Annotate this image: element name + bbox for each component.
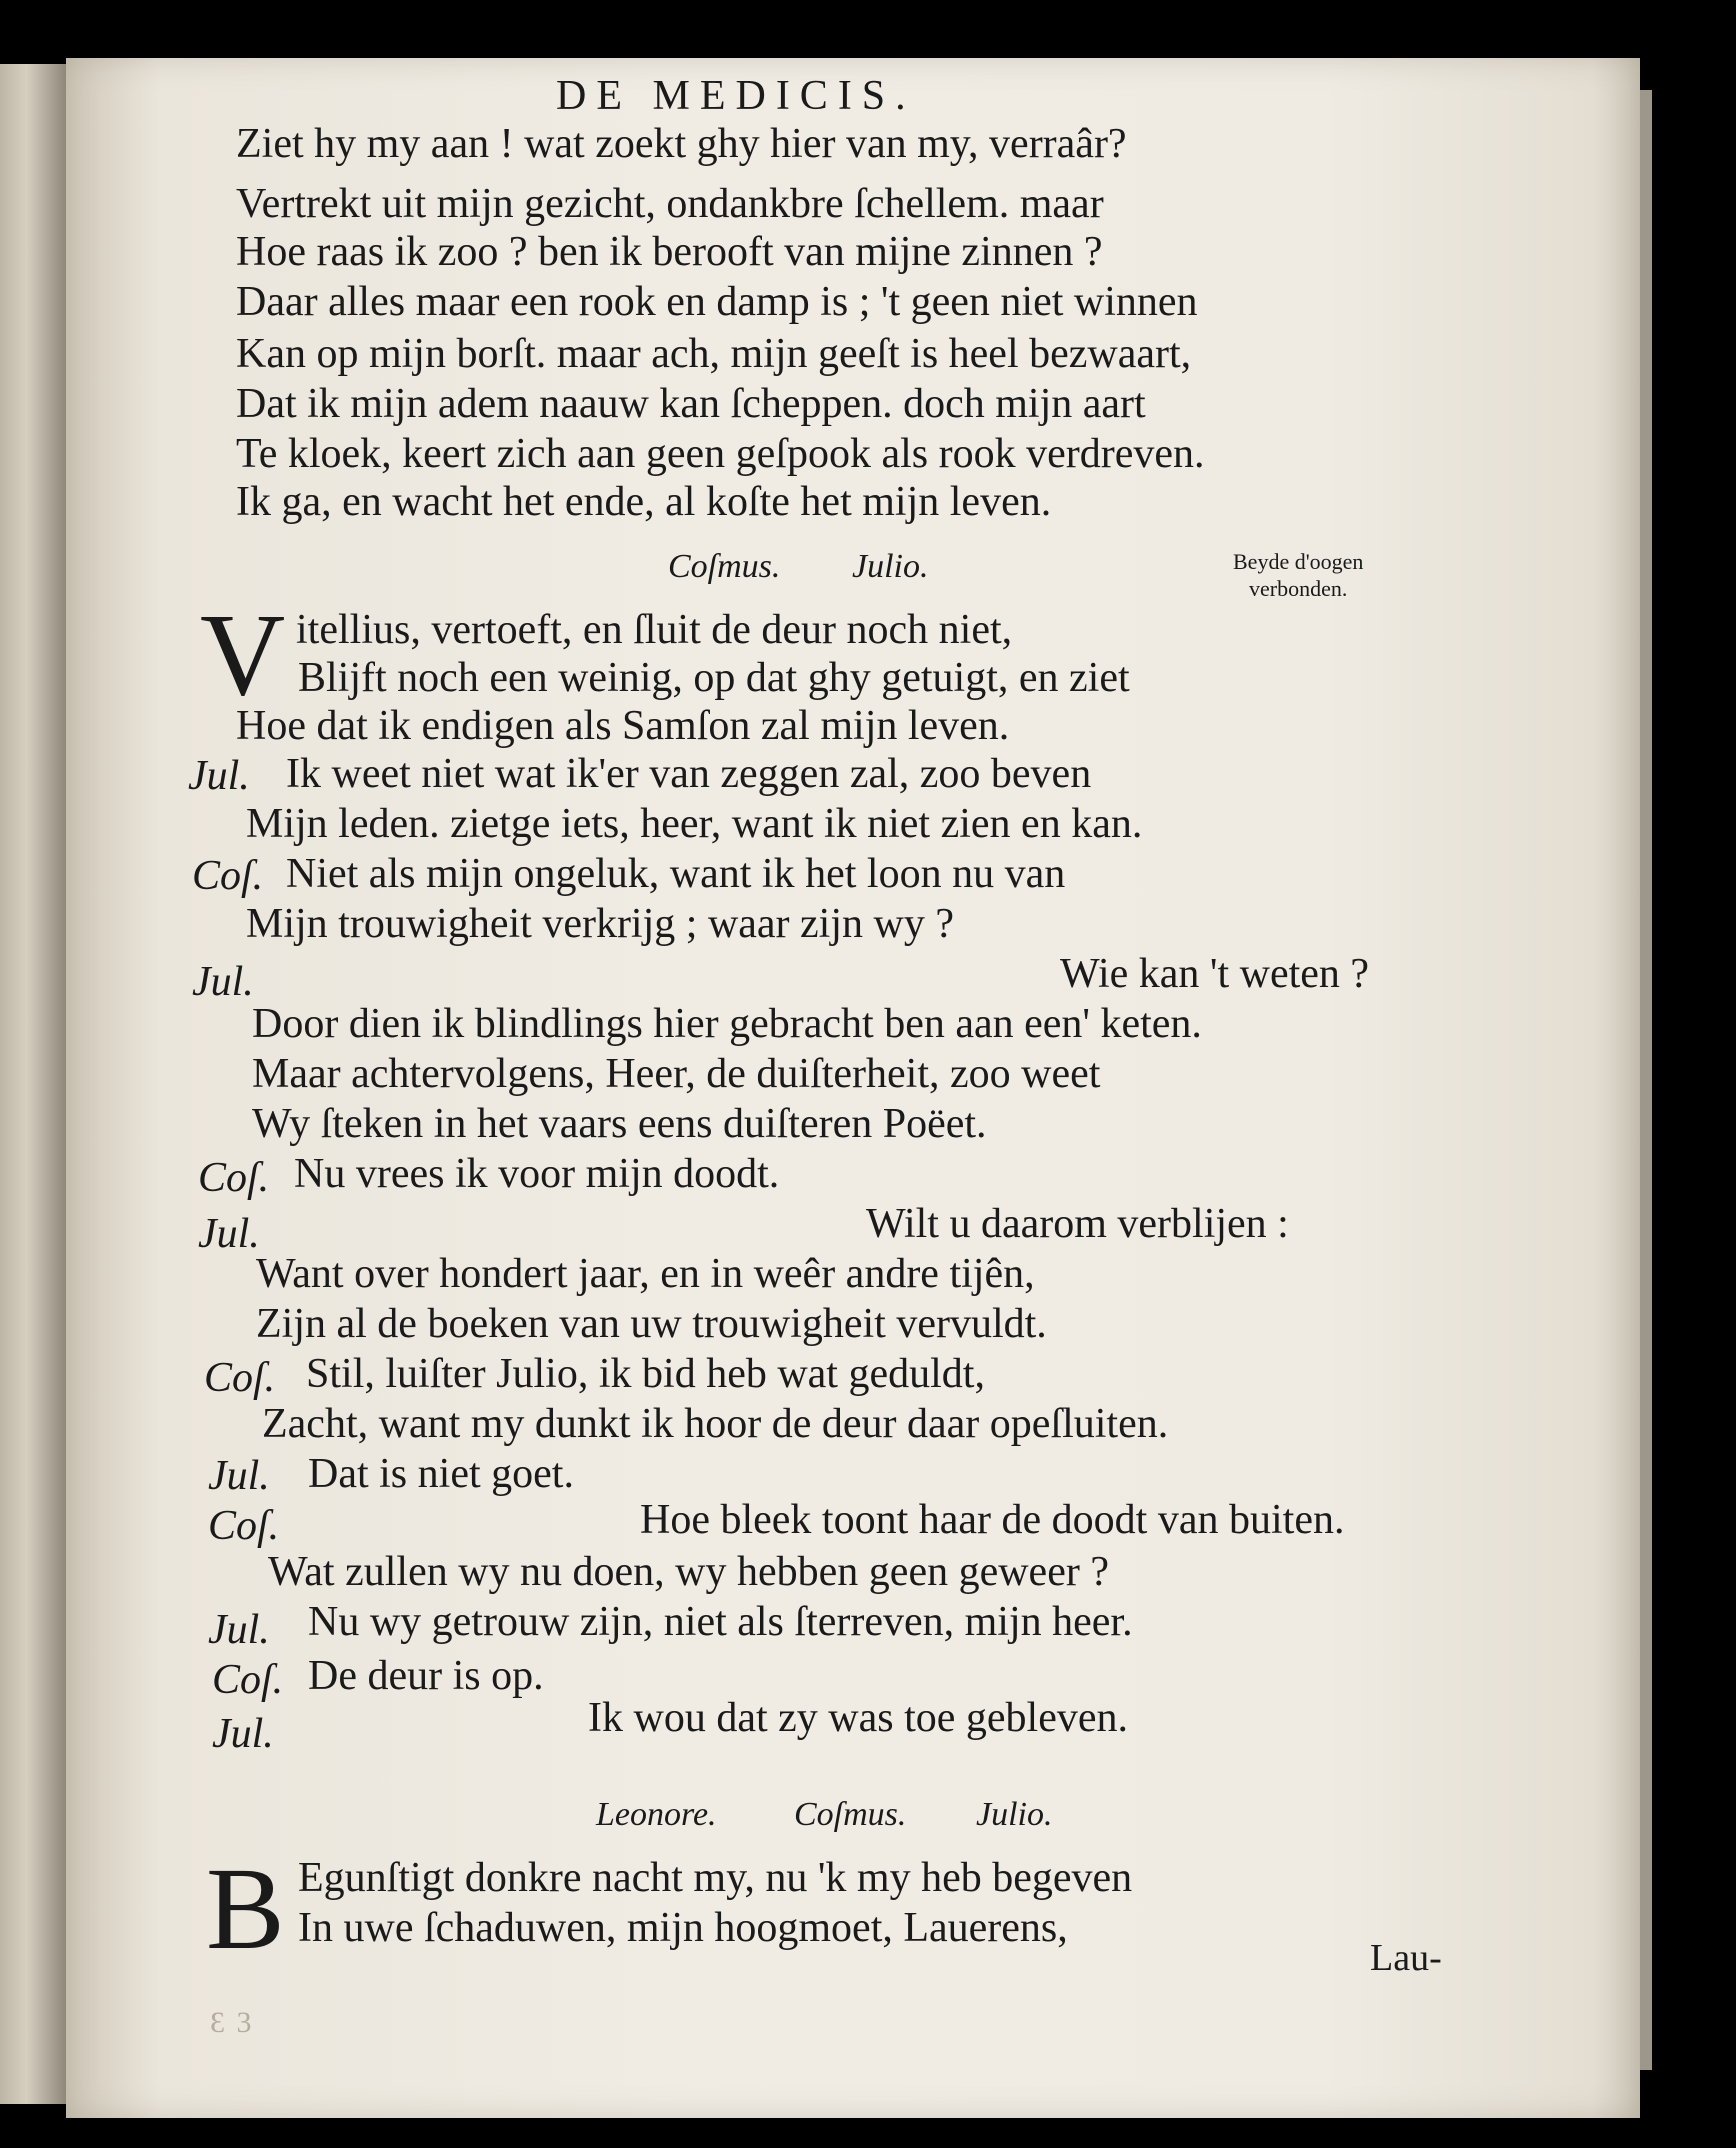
speaker-label: Jul. <box>208 1453 270 1499</box>
scene-speaker: Coſmus. <box>668 548 781 585</box>
running-head: DE MEDICIS. <box>556 73 916 119</box>
verse-line: Daar alles maar een rook en damp is ; 't geen niet winnen <box>236 279 1198 325</box>
verse-line: Te kloek, keert zich aan geen geſpook als rook verdreven. <box>236 431 1205 477</box>
verse-line: Door dien ik blindlings hier gebracht ben aan een' keten. <box>252 1001 1202 1047</box>
verse-line: Egunſtigt donkre nacht my, nu 'k my heb begeven <box>298 1855 1133 1901</box>
speaker-label: Jul. <box>188 753 250 799</box>
speaker-label: Coſ. <box>204 1355 276 1401</box>
verse-line: Wy ſteken in het vaars eens duiſteren Poëet. <box>252 1101 987 1147</box>
verse-line: Zijn al de boeken van uw trouwigheit vervuldt. <box>256 1301 1047 1347</box>
verse-line: itellius, vertoeft, en ſluit de deur noch niet, <box>296 607 1013 653</box>
speaker-label: Coſ. <box>198 1155 270 1201</box>
verse-line: Hoe bleek toont haar de doodt van buiten. <box>640 1497 1345 1543</box>
verse-line: Mijn leden. zietge iets, heer, want ik niet zien en kan. <box>246 801 1143 847</box>
left-page-edge <box>0 64 66 2104</box>
scene-speaker: Coſmus. <box>794 1796 907 1833</box>
verse-line: Ik ga, en wacht het ende, al koſte het mijn leven. <box>236 479 1052 525</box>
speaker-label: Coſ. <box>208 1503 280 1549</box>
speaker-label: Coſ. <box>192 853 264 899</box>
verse-line: Maar achtervolgens, Heer, de duiſterheit, zoo weet <box>252 1051 1101 1097</box>
verse-line: Blijft noch een weinig, op dat ghy getuigt, en ziet <box>298 655 1130 701</box>
verse-line: Dat is niet goet. <box>308 1451 574 1497</box>
verse-line: Ziet hy my aan ! wat zoekt ghy hier van my, verraâr? <box>236 121 1127 167</box>
verse-line: Wat zullen wy nu doen, wy hebben geen geweer ? <box>268 1549 1109 1595</box>
page-stack-edge <box>1640 90 1652 2070</box>
drop-cap: V <box>200 589 286 720</box>
scene-speaker: Julio. <box>852 548 929 585</box>
catchword: Lau- <box>1370 1937 1442 1979</box>
speaker-label: Jul. <box>198 1211 260 1257</box>
drop-cap: B <box>206 1843 285 1974</box>
speaker-label: Jul. <box>212 1711 274 1757</box>
verse-line: Nu vrees ik voor mijn doodt. <box>294 1151 780 1197</box>
verse-line: Stil, luiſter Julio, ik bid heb wat geduldt, <box>306 1351 985 1397</box>
verse-line: Zacht, want my dunkt ik hoor de deur daar opeſluiten. <box>262 1401 1169 1447</box>
verse-line: Ik weet niet wat ik'er van zeggen zal, zoo beven <box>286 751 1092 797</box>
verse-line: Vertrekt uit mijn gezicht, ondankbre ſchellem. maar <box>236 181 1104 227</box>
verse-line: Hoe raas ik zoo ? ben ik berooft van mijne zinnen ? <box>236 229 1103 275</box>
speaker-label: Jul. <box>192 959 254 1005</box>
signature-mark: Ɛ 3 <box>210 2006 254 2039</box>
verse-line: Mijn trouwigheit verkrijg ; waar zijn wy ? <box>246 901 954 947</box>
verse-line: Dat ik mijn adem naauw kan ſcheppen. doch mijn aart <box>236 381 1146 427</box>
verse-line: Hoe dat ik endigen als Samſon zal mijn leven. <box>236 703 1010 749</box>
verse-line: Wie kan 't weten ? <box>1060 951 1370 997</box>
speaker-label: Jul. <box>208 1607 270 1653</box>
verse-line: Kan op mijn borſt. maar ach, mijn geeſt is heel bezwaart, <box>236 331 1192 377</box>
verse-line: Wilt u daarom verblijen : <box>866 1201 1289 1247</box>
verse-line: De deur is op. <box>308 1653 544 1699</box>
verse-line: Nu wy getrouw zijn, niet als ſterreven, mijn heer. <box>308 1599 1133 1645</box>
scene-speaker: Leonore. <box>596 1796 717 1833</box>
verse-line: Ik wou dat zy was toe gebleven. <box>588 1695 1128 1741</box>
verse-line: Niet als mijn ongeluk, want ik het loon nu van <box>286 851 1066 897</box>
verse-line: Want over hondert jaar, en in weêr andre tijên, <box>256 1251 1035 1297</box>
speaker-label: Coſ. <box>212 1657 284 1703</box>
verse-line: In uwe ſchaduwen, mijn hoogmoet, Lauerens, <box>298 1905 1068 1951</box>
scene-speaker: Julio. <box>976 1796 1053 1833</box>
stage-direction-note: Beyde d'oogen verbonden. <box>1233 549 1364 601</box>
